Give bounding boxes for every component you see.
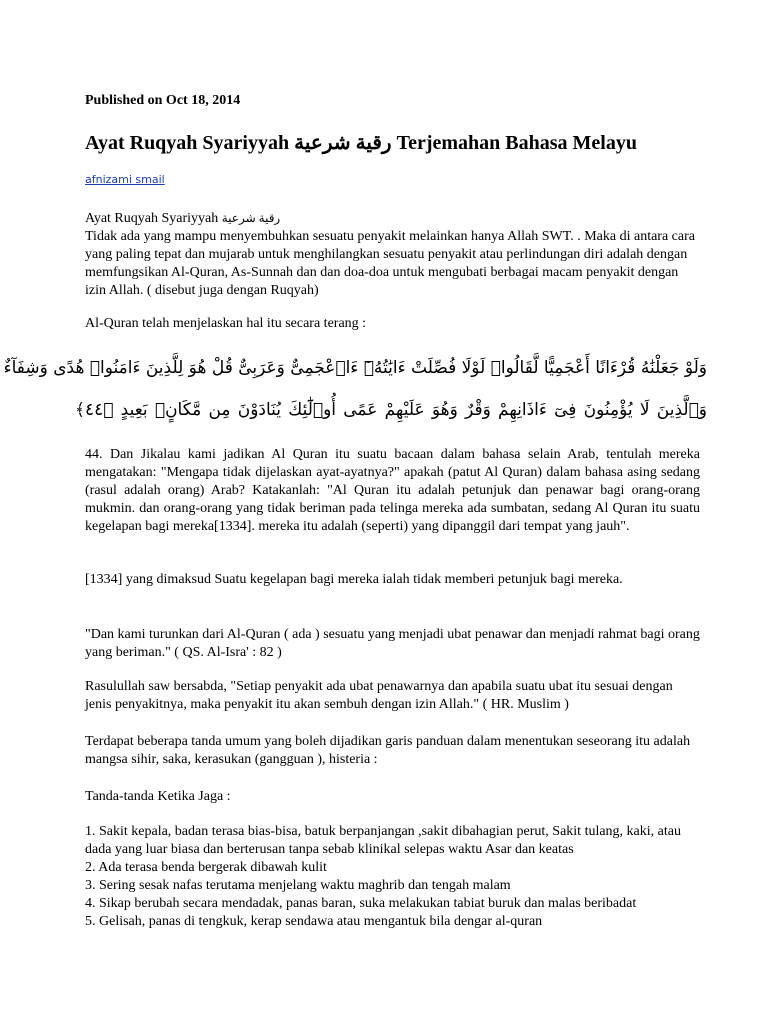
signs-heading: Tanda-tanda Ketika Jaga : <box>85 789 231 804</box>
intro-heading <box>85 209 700 228</box>
intro-heading-latin: Ayat Ruqyah Syariyyah <box>85 211 219 226</box>
quran-intro: Al-Quran telah menjelaskan hal itu secara terang : <box>85 316 367 331</box>
hadith-quote: Rasulullah saw bersabda, "Setiap penyakit ada ubat penawarnya dan apabila suatu ubat itu sesuai dengan jenis penyakitnya, maka penyakit itu akan sembuh dengan izin Allah." ( HR. Muslim ) <box>85 679 673 712</box>
list-item: 5. Gelisah, panas di tengkuk, kerap sendawa atau mengantuk bila dengar al-quran <box>85 914 543 929</box>
intro-heading-arabic: رقية شرعية <box>221 211 281 225</box>
author-link[interactable]: afnizami smail <box>85 173 165 186</box>
signs-intro: Terdapat beberapa tanda umum yang boleh dijadikan garis panduan dalam menentukan seseorang itu adalah mangsa sihir, saka, kerasukan (gangguan ), histeria : <box>85 734 691 767</box>
list-item: 1. Sakit kepala, badan terasa bias-bisa, batuk berpanjangan ,sakit dibahagian perut, Sakit tulang, kaki, atau dada yang luar biasa dan berterusan tanpa sebab klinikal selepas waktu Asar dan keatas <box>85 824 681 857</box>
quran-verse-line-1: وَلَوْ جَعَلْنَٰهُ قُرْءَانًا أَعْجَمِيًّا لَّقَالُوا۟ لَوْلَا فُصِّلَتْ ءَايَٰتُهُۥٓ ءَا۬عْجَمِىٌّ وَعَرَبِىٌّ قُلْ هُوَ لِلَّذِينَ ءَامَنُوا۟ هُدًى وَشِفَآءٌ <box>3 358 707 378</box>
intro-body: Tidak ada yang mampu menyembuhkan sesuatu penyakit melainkan hanya Allah SWT. . Maka di antara cara yang paling tepat dan mujarab untuk menghilangkan sesuatu penyakit atau perlindungan diri adalah dengan memfungsikan Al-Quran, As-Sunnah dan dan doa-doa untuk mengubati berbagai macam penyakit dengan izin Allah. ( disebut juga dengan Ruqyah) <box>85 229 695 298</box>
quran-verse-line-2: وَٱلَّذِينَ لَا يُؤْمِنُونَ فِىٓ ءَاذَانِهِمْ وَقْرٌ وَهُوَ عَلَيْهِمْ عَمًى أُو۟لَٰٓئِكَ يُنَادَوْنَ مِن مَّكَانٍۭ بَعِيدٍ ﴿٤٤﴾ <box>75 400 707 420</box>
footnote: [1334] yang dimaksud Suatu kegelapan bagi mereka ialah tidak memberi petunjuk bagi mereka. <box>85 572 623 587</box>
published-date: Published on Oct 18, 2014 <box>85 93 241 108</box>
signs-list <box>85 823 700 931</box>
list-item: 4. Sikap berubah secara mendadak, panas baran, suka melakukan tabiat buruk dan malas beribadat <box>85 896 637 911</box>
list-item: 2. Ada terasa benda bergerak dibawah kulit <box>85 860 327 875</box>
page-title: Ayat Ruqyah Syariyyah رقية شرعية Terjemahan Bahasa Melayu <box>85 132 637 154</box>
intro-section <box>85 209 700 300</box>
list-item: 3. Sering sesak nafas terutama menjelang waktu maghrib dan tengah malam <box>85 878 511 893</box>
isra-quote: "Dan kami turunkan dari Al-Quran ( ada ) sesuatu yang menjadi ubat penawar dan menjadi rahmat bagi orang yang beriman." ( QS. Al-Isra' : 82 ) <box>85 627 700 660</box>
verse-translation: 44. Dan Jikalau kami jadikan Al Quran itu suatu bacaan dalam bahasa selain Arab, tentulah mereka mengatakan: "Mengapa tidak dijelaskan ayat-ayatnya?" apakah (patut Al Quran) dalam bahasa asing sedang (rasul adalah orang) Arab? Katakanlah: "Al Quran itu adalah petunjuk dan penawar bagi orang-orang mukmin. dan orang-orang yang tidak beriman pada telinga mereka ada sumbatan, sedang Al Quran itu suatu kegelapan bagi mereka[1334]. mereka itu adalah (seperti) yang dipanggil dari tempat yang jauh". <box>85 447 700 534</box>
